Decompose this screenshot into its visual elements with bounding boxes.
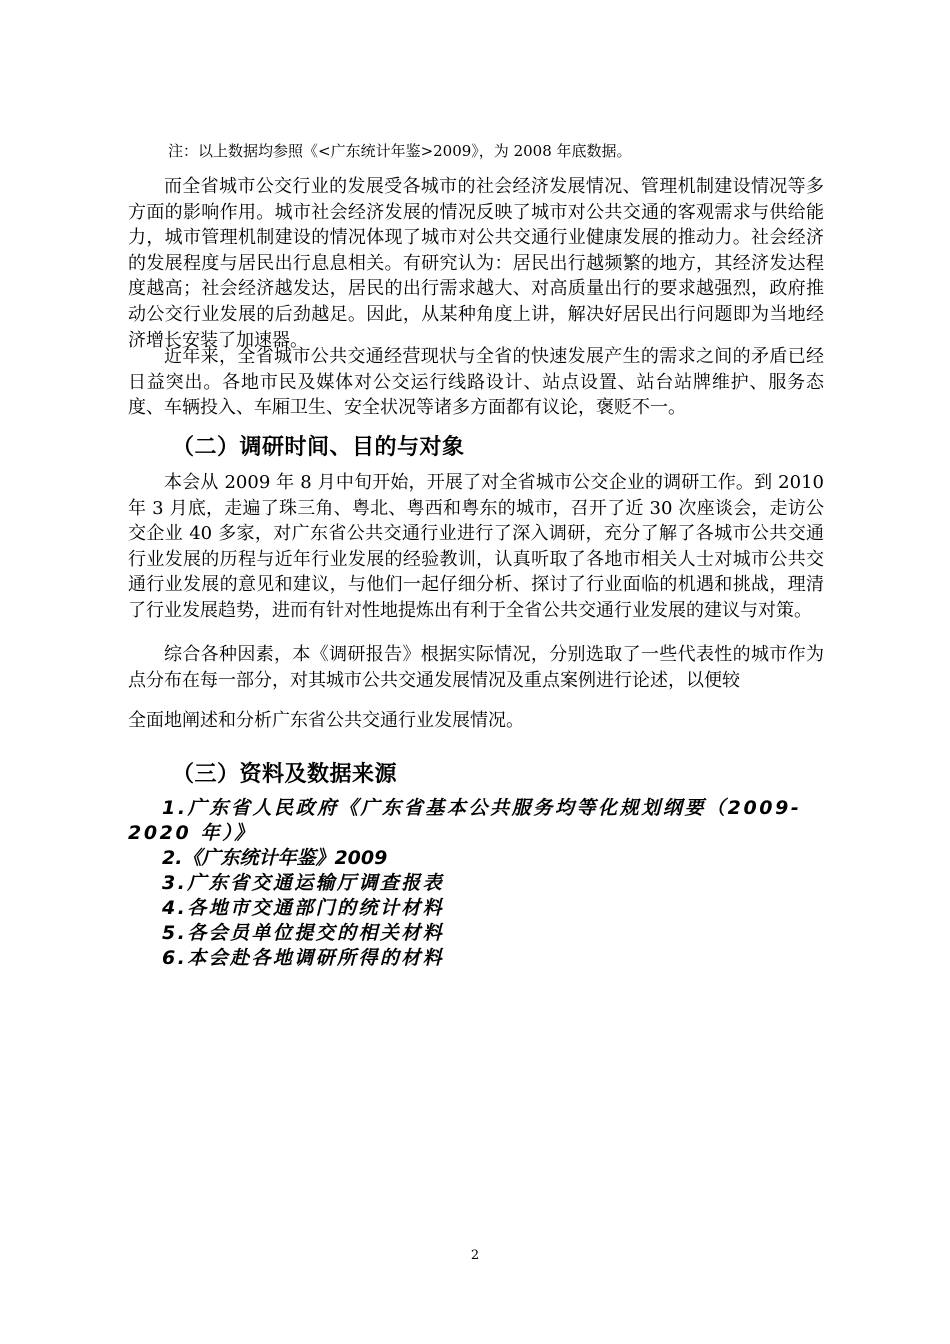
list-item: 6.本会赴各地调研所得的材料 <box>162 947 445 969</box>
list-item: 1.广东省人民政府《广东省基本公共服务均等化规划纲要（2009-2020 年）》 <box>128 797 802 844</box>
section-heading-data-sources: （三）资料及数据来源 <box>172 762 398 787</box>
data-source-note: 注：以上数据均参照《<广东统计年鉴>2009》，为 2008 年底数据。 <box>168 142 632 160</box>
list-item: 4.各地市交通部门的统计材料 <box>162 897 445 919</box>
paragraph-report-approach-continued: 全面地阐述和分析广东省公共交通行业发展情况。 <box>128 710 524 731</box>
paragraph-current-contradictions: 近年来，全省城市公共交通经营现状与全省的快速发展产生的需求之间的矛盾已经日益突出。各地市民及媒体对公交运行线路设计、站点设置、站台站牌维护、服务态度、车辆投入、车厢卫生、安全状况等诸多方面都有议论，褒贬不一。 <box>128 346 824 419</box>
data-sources-list <box>128 796 828 971</box>
list-item: 3.广东省交通运输厅调查报表 <box>162 872 445 894</box>
paragraph-report-approach: 综合各种因素，本《调研报告》根据实际情况，分别选取了一些代表性的城市作为点分布在每一部分，对其城市公共交通发展情况及重点案例进行论述，以便较 <box>128 644 824 691</box>
section-heading-research-time: （二）调研时间、目的与对象 <box>172 435 465 460</box>
paragraph-research-process: 本会从 2009 年 8 月中旬开始，开展了对全省城市公交企业的调研工作。到 2010 年 3 月底，走遍了珠三角、粤北、粤西和粤东的城市，召开了近 30 次座谈会，走访公交企业 40 多家，对广东省公共交通行业进行了深入调研，充分了解了各城市公共交通行业发展的历程与近年行业发展的经验教训，认真听取了各地市相关人士对城市公共交通行业发展的意见和建议，与他们一起仔细分析、探讨了行业面临的机遇和挑战，理清了行业发展趋势，进而有针对性地提炼出有利于全省公共交通行业发展的建议与对策。 <box>128 472 824 621</box>
list-item: 5.各会员单位提交的相关材料 <box>162 922 445 944</box>
list-item: 2.《广东统计年鉴》2009 <box>162 847 388 869</box>
paragraph-development-factors: 而全省城市公交行业的发展受各城市的社会经济发展情况、管理机制建设情况等多方面的影响作用。城市社会经济发展的情况反映了城市对公共交通的客观需求与供给能力，城市管理机制建设的情况体现了城市对公共交通行业健康发展的推动力。社会经济的发展程度与居民出行息息相关。有研究认为：居民出行越频繁的地方，其经济发达程度越高；社会经济越发达，居民的出行需求越大、对高质量出行的要求越强烈，政府推动公交行业发展的后劲越足。因此，从某种角度上讲，解决好居民出行问题即为当地经济增长安装了加速器。 <box>128 176 824 351</box>
page-number: 2 <box>470 1248 480 1263</box>
